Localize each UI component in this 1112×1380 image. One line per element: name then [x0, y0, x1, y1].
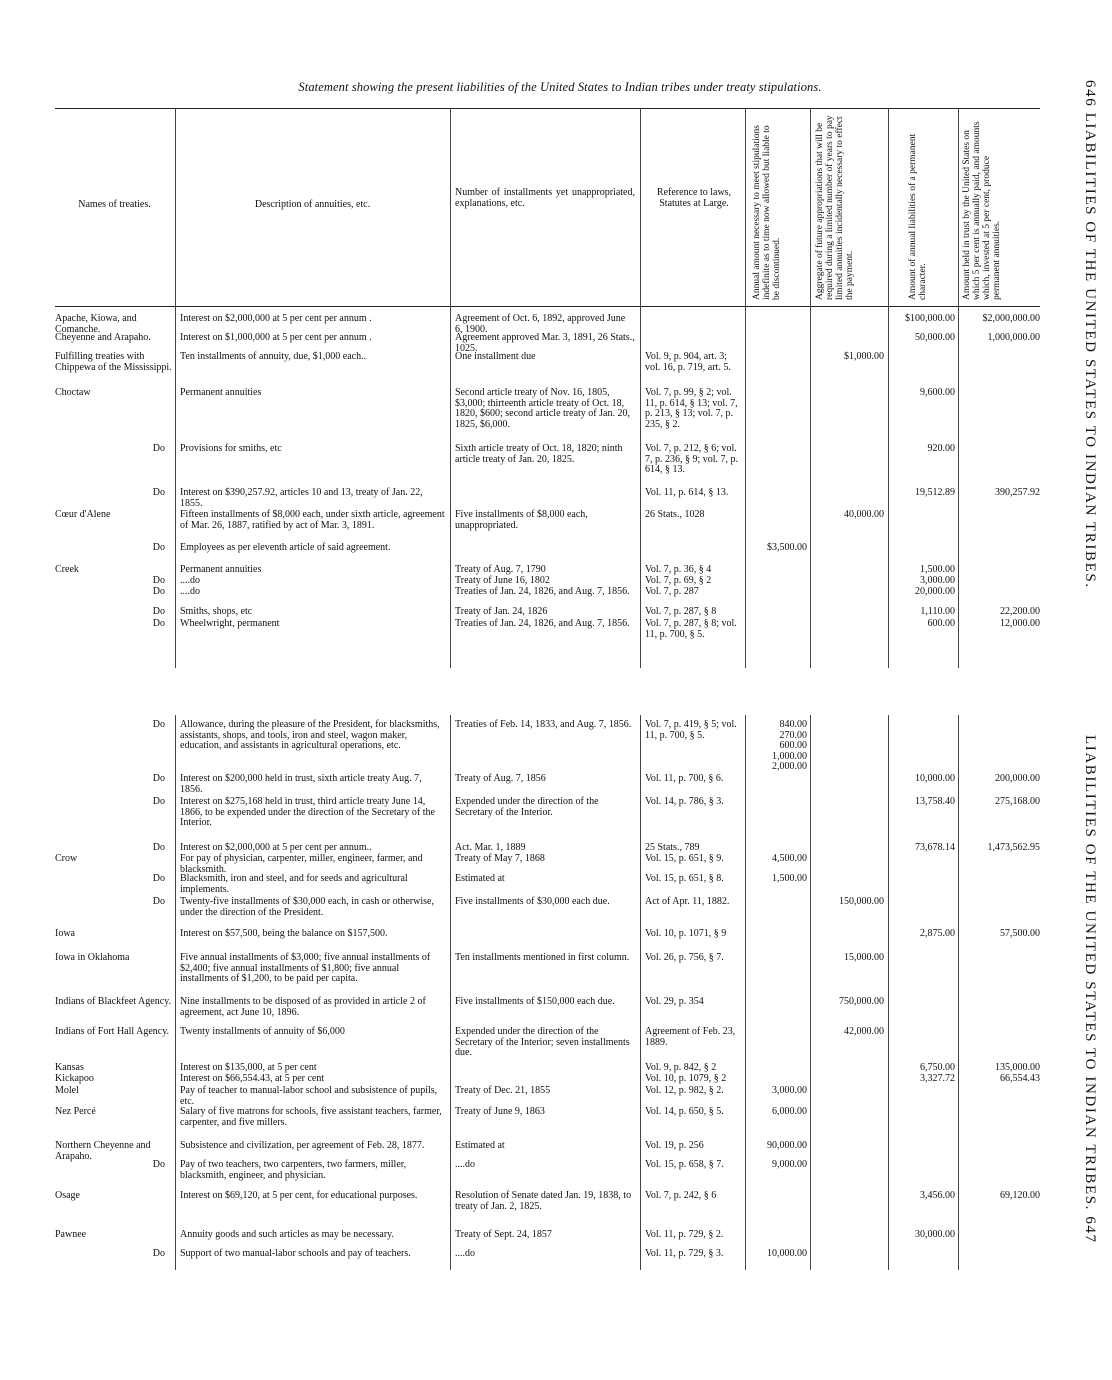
row-installments-cell: Agreement approved Mar. 3, 1891, 26 Stats., 1025.	[455, 332, 635, 354]
col-rule	[810, 715, 811, 1270]
row-installments-cell: ....do	[455, 1248, 475, 1259]
col-rule	[450, 108, 451, 668]
row-installments-cell: Treaty of Aug. 7, 1790	[455, 564, 546, 575]
row-name-cell: Iowa	[55, 928, 75, 939]
row-reference-cell: Vol. 9, p. 904, art. 3; vol. 16, p. 719, art. 5.	[645, 351, 731, 373]
row-description-cell: Support of two manual-labor schools and pay of teachers.	[180, 1248, 411, 1259]
row-aggregate-future-cell: 42,000.00	[844, 1026, 884, 1037]
row-reference-cell: Vol. 11, p. 614, § 13.	[645, 487, 729, 498]
row-description-cell: Fifteen installments of $8,000 each, under sixth article, agreement of Mar. 26, 1887, ratified by act of Mar. 3, 1891.	[180, 509, 445, 531]
running-head-top: 646 LIABILITIES OF THE UNITED STATES TO INDIAN TRIBES.	[1082, 80, 1098, 589]
header-reference: Reference to laws, Statutes at Large.	[656, 187, 732, 209]
header-installments: Number of installments yet unappropriated, explanations, etc.	[455, 187, 635, 209]
row-name-cell: Creek	[55, 564, 79, 575]
row-description-cell: Annuity goods and such articles as may be necessary.	[180, 1229, 395, 1240]
header-names: Names of treaties.	[78, 199, 151, 210]
row-held-in-trust-cell: $2,000,000.00	[982, 313, 1040, 324]
col-rule	[745, 108, 746, 668]
row-installments-cell: Second article treaty of Nov. 16, 1805, $3,000; thirteenth article treaty of Oct. 18, 1820, $600; second article treaty of Jan. 20, 1825, $6,000.	[455, 387, 630, 430]
row-annual-permanent-cell: 13,758.40	[915, 796, 955, 807]
row-annual-permanent-cell: 20,000.00	[915, 586, 955, 597]
row-annual-permanent-cell: 73,678.14	[915, 842, 955, 853]
col-rule	[175, 715, 176, 1270]
row-reference-cell: Vol. 7, p. 212, § 6; vol. 7, p. 236, § 9; vol. 7, p. 614, § 13.	[645, 443, 739, 475]
row-installments-cell: Resolution of Senate dated Jan. 19, 1838, to treaty of Jan. 2, 1825.	[455, 1190, 632, 1212]
row-aggregate-future-cell: 150,000.00	[839, 896, 884, 907]
row-installments-cell: Treaty of May 7, 1868	[455, 853, 545, 864]
row-name-cell: Do	[152, 842, 165, 853]
row-reference-cell: Vol. 14, p. 786, § 3.	[645, 796, 724, 807]
col-rule	[958, 715, 959, 1270]
row-description-cell: Interest on $390,257.92, articles 10 and 13, treaty of Jan. 22, 1855.	[180, 487, 423, 509]
row-annual-indefinite-cell: 1,500.00	[772, 873, 807, 884]
row-description-cell: Twenty-five installments of $30,000 each, in cash or otherwise, under the direction of the President.	[180, 896, 434, 918]
row-annual-permanent-cell: 9,600.00	[920, 387, 955, 398]
row-description-cell: Interest on $200,000 held in trust, sixth article treaty Aug. 7, 1856.	[180, 773, 422, 795]
row-description-cell: Interest on $135,000, at 5 per cent	[180, 1062, 317, 1073]
row-aggregate-future-cell: 40,000.00	[844, 509, 884, 520]
row-held-in-trust-cell: 200,000.00	[995, 773, 1040, 784]
row-name-cell: Osage	[55, 1190, 80, 1201]
row-held-in-trust-cell: 22,200.00	[1000, 606, 1040, 617]
row-description-cell: Employees as per eleventh article of said agreement.	[180, 542, 391, 553]
row-name-cell: Cœur d'Alene	[55, 509, 111, 520]
row-name-cell: Do	[152, 542, 165, 553]
row-annual-indefinite-cell: 10,000.00	[767, 1248, 807, 1259]
row-installments-cell: Treaty of Jan. 24, 1826	[455, 606, 548, 617]
row-annual-permanent-cell: 19,512.89	[915, 487, 955, 498]
row-installments-cell: Treaty of June 16, 1802	[455, 575, 550, 586]
row-reference-cell: Act of Apr. 11, 1882.	[645, 896, 730, 907]
row-annual-permanent-cell: 10,000.00	[915, 773, 955, 784]
row-description-cell: Twenty installments of annuity of $6,000	[180, 1026, 345, 1037]
row-description-cell: Subsistence and civilization, per agreement of Feb. 28, 1877.	[180, 1140, 425, 1151]
row-description-cell: Allowance, during the pleasure of the President, for blacksmiths, assistants, shops, and tools, iron and steel, wagon maker, education, and assistants in agricultural operations, etc.	[180, 719, 440, 751]
row-description-cell: Interest on $2,000,000 at 5 per cent per annum .	[180, 313, 372, 324]
row-reference-cell: Vol. 7, p. 287	[645, 586, 699, 597]
row-reference-cell: Vol. 9, p. 842, § 2	[645, 1062, 717, 1073]
row-reference-cell: Vol. 15, p. 651, § 8.	[645, 873, 724, 884]
row-reference-cell: 25 Stats., 789	[645, 842, 700, 853]
row-annual-permanent-cell: 1,500.00	[920, 564, 955, 575]
row-description-cell: Interest on $1,000,000 at 5 per cent per annum .	[180, 332, 372, 343]
row-installments-cell: Sixth article treaty of Oct. 18, 1820; ninth article treaty of Jan. 20, 1825.	[455, 443, 623, 465]
row-reference-cell: Vol. 7, p. 287, § 8; vol. 11, p. 700, § 5.	[645, 618, 737, 640]
row-installments-cell: ....do	[455, 1159, 475, 1170]
row-annual-indefinite-cell: 4,500.00	[772, 853, 807, 864]
row-annual-permanent-cell: 6,750.00	[920, 1062, 955, 1073]
col-rule	[640, 715, 641, 1270]
row-name-cell: Northern Cheyenne and Arapaho.	[55, 1140, 151, 1162]
row-description-cell: Ten installments of annuity, due, $1,000 each..	[180, 351, 367, 362]
row-aggregate-future-cell: 750,000.00	[839, 996, 884, 1007]
row-reference-cell: Vol. 7, p. 36, § 4	[645, 564, 712, 575]
col-rule	[810, 108, 811, 668]
col-rule	[888, 108, 889, 668]
row-aggregate-future-cell: $1,000.00	[844, 351, 884, 362]
row-reference-cell: Vol. 15, p. 658, § 7.	[645, 1159, 724, 1170]
row-name-cell: Nez Percé	[55, 1106, 96, 1117]
row-name-cell: Molel	[55, 1085, 79, 1096]
row-annual-permanent-cell: 2,875.00	[920, 928, 955, 939]
row-description-cell: Interest on $275,168 held in trust, third article treaty June 14, 1866, to be expended under the direction of the Secretary of the Interior.	[180, 796, 435, 828]
row-installments-cell: Expended under the direction of the Secretary of the Interior.	[455, 796, 599, 818]
header-description: Description of annuities, etc.	[254, 199, 371, 210]
row-description-cell: Interest on $66,554.43, at 5 per cent	[180, 1073, 325, 1084]
row-installments-cell: Treaties of Feb. 14, 1833, and Aug. 7, 1856.	[455, 719, 632, 730]
row-description-cell: Permanent annuities	[180, 564, 262, 575]
row-annual-indefinite-cell: 3,000.00	[772, 1085, 807, 1096]
row-description-cell: Blacksmith, iron and steel, and for seeds and agricultural implements.	[180, 873, 408, 895]
row-installments-cell: Estimated at	[455, 873, 505, 884]
row-reference-cell: Vol. 11, p. 700, § 6.	[645, 773, 724, 784]
row-installments-cell: Agreement of Oct. 6, 1892, approved June 6, 1900.	[455, 313, 626, 335]
row-installments-cell: Treaty of Sept. 24, 1857	[455, 1229, 552, 1240]
row-reference-cell: Vol. 12, p. 982, § 2.	[645, 1085, 724, 1096]
row-description-cell: Pay of teacher to manual-labor school and subsistence of pupils, etc.	[180, 1085, 438, 1107]
header-annual-indefinite: Annual amount necessary to meet stipulations indefinite as to time now allowed but liable to be discontinued.	[752, 125, 782, 300]
row-description-cell: Interest on $2,000,000 at 5 per cent per annum..	[180, 842, 372, 853]
row-reference-cell: Agreement of Feb. 23, 1889.	[645, 1026, 736, 1048]
row-name-cell: Pawnee	[55, 1229, 87, 1240]
row-name-cell: Do	[152, 575, 165, 586]
row-annual-permanent-cell: 3,000.00	[920, 575, 955, 586]
row-description-cell: Five annual installments of $3,000; five annual installments of $2,400; five annual installments of $1,800; five annual installments of $1,200, to be paid per capita.	[180, 952, 431, 984]
row-name-cell: Do	[152, 586, 165, 597]
row-reference-cell: Vol. 11, p. 729, § 3.	[645, 1248, 724, 1259]
row-installments-cell: Treaty of June 9, 1863	[455, 1106, 545, 1117]
row-description-cell: ....do	[180, 586, 200, 597]
page-title: Statement showing the present liabilities of the United States to Indian tribes under treaty stipulations.	[298, 80, 822, 94]
row-name-cell: Apache, Kiowa, and Comanche.	[55, 313, 137, 335]
row-description-cell: Provisions for smiths, etc	[180, 443, 282, 454]
row-name-cell: Do	[152, 1248, 165, 1259]
row-installments-cell: Act. Mar. 1, 1889	[455, 842, 526, 853]
row-name-cell: Do	[152, 618, 165, 629]
row-installments-cell: One installment due	[455, 351, 536, 362]
row-name-cell: Do	[152, 1159, 165, 1170]
row-aggregate-future-cell: 15,000.00	[844, 952, 884, 963]
row-reference-cell: Vol. 7, p. 287, § 8	[645, 606, 717, 617]
row-name-cell: Indians of Fort Hall Agency.	[55, 1026, 170, 1037]
row-description-cell: Interest on $69,120, at 5 per cent, for educational purposes.	[180, 1190, 418, 1201]
row-description-cell: ....do	[180, 575, 200, 586]
row-annual-permanent-cell: 600.00	[927, 618, 955, 629]
col-rule	[450, 715, 451, 1270]
row-installments-cell: Five installments of $150,000 each due.	[455, 996, 615, 1007]
row-reference-cell: Vol. 11, p. 729, § 2.	[645, 1229, 724, 1240]
row-annual-permanent-cell: $100,000.00	[905, 313, 955, 324]
row-reference-cell: Vol. 7, p. 419, § 5; vol. 11, p. 700, § 5.	[645, 719, 737, 741]
row-description-cell: Interest on $57,500, being the balance on $157,500.	[180, 928, 388, 939]
row-name-cell: Do	[152, 796, 165, 807]
col-rule	[745, 715, 746, 1270]
header-annual-permanent: Amount of annual liabilities of a permanent character.	[908, 133, 928, 300]
row-description-cell: Smiths, shops, etc	[180, 606, 253, 617]
row-held-in-trust-cell: 69,120.00	[1000, 1190, 1040, 1201]
row-reference-cell: Vol. 7, p. 242, § 6	[645, 1190, 717, 1201]
row-annual-permanent-cell: 1,110.00	[920, 606, 955, 617]
row-reference-cell: Vol. 7, p. 99, § 2; vol. 11, p. 614, § 13; vol. 7, p. 213, § 13; vol. 7, p. 235, § 2.	[645, 387, 738, 430]
row-name-cell: Crow	[55, 853, 78, 864]
row-reference-cell: Vol. 10, p. 1079, § 2	[645, 1073, 727, 1084]
row-name-cell: Indians of Blackfeet Agency.	[55, 996, 171, 1007]
row-installments-cell: Treaties of Jan. 24, 1826, and Aug. 7, 1856.	[455, 586, 630, 597]
row-description-cell: For pay of physician, carpenter, miller, engineer, farmer, and blacksmith.	[180, 853, 423, 875]
row-annual-indefinite-cell: 840.00 270.00 600.00 1,000.00 2,000.00	[772, 719, 807, 772]
row-name-cell: Do	[152, 773, 165, 784]
row-annual-permanent-cell: 50,000.00	[915, 332, 955, 343]
row-installments-cell: Estimated at	[455, 1140, 505, 1151]
row-description-cell: Permanent annuities	[180, 387, 262, 398]
row-reference-cell: Vol. 15, p. 651, § 9.	[645, 853, 724, 864]
row-description-cell: Pay of two teachers, two carpenters, two farmers, miller, blacksmith, engineer, and physician.	[180, 1159, 407, 1181]
col-rule	[958, 108, 959, 668]
row-held-in-trust-cell: 66,554.43	[1000, 1073, 1040, 1084]
row-reference-cell: Vol. 19, p. 256	[645, 1140, 704, 1151]
row-held-in-trust-cell: 1,000,000.00	[987, 332, 1040, 343]
row-installments-cell: Treaties of Jan. 24, 1826, and Aug. 7, 1856.	[455, 618, 630, 629]
row-annual-permanent-cell: 3,456.00	[920, 1190, 955, 1201]
header-top-rule	[55, 108, 1040, 109]
header-bottom-rule	[55, 306, 1040, 307]
row-name-cell: Do	[152, 443, 165, 454]
row-name-cell: Do	[152, 719, 165, 730]
header-aggregate-future: Aggregate of future appropriations that will be required during a limited number of years to pay limited annuities incidentally necessary to effect the payment.	[815, 115, 855, 300]
row-installments-cell: Five installments of $30,000 each due.	[455, 896, 610, 907]
row-name-cell: Do	[152, 606, 165, 617]
row-installments-cell: Treaty of Dec. 21, 1855	[455, 1085, 551, 1096]
col-rule	[175, 108, 176, 668]
row-name-cell: Kickapoo	[55, 1073, 94, 1084]
row-name-cell: Fulfilling treaties with Chippewa of the Mississippi.	[55, 351, 172, 373]
row-reference-cell: Vol. 14, p. 650, § 5.	[645, 1106, 724, 1117]
row-name-cell: Iowa in Oklahoma	[55, 952, 130, 963]
row-reference-cell: Vol. 26, p. 756, § 7.	[645, 952, 724, 963]
row-held-in-trust-cell: 390,257.92	[995, 487, 1040, 498]
row-annual-indefinite-cell: 9,000.00	[772, 1159, 807, 1170]
row-name-cell: Do	[152, 896, 165, 907]
row-name-cell: Do	[152, 487, 165, 498]
row-description-cell: Wheelwright, permanent	[180, 618, 280, 629]
row-annual-permanent-cell: 3,327.72	[920, 1073, 955, 1084]
row-reference-cell: 26 Stats., 1028	[645, 509, 705, 520]
row-annual-indefinite-cell: 90,000.00	[767, 1140, 807, 1151]
row-held-in-trust-cell: 57,500.00	[1000, 928, 1040, 939]
running-head-bottom: LIABILITIES OF THE UNITED STATES TO INDIAN TRIBES. 647	[1082, 735, 1098, 1244]
col-rule	[888, 715, 889, 1270]
row-name-cell: Do	[152, 873, 165, 884]
row-name-cell: Kansas	[55, 1062, 84, 1073]
row-held-in-trust-cell: 12,000.00	[1000, 618, 1040, 629]
header-held-in-trust: Amount held in trust by the United States on which 5 per cent is annually paid, and amounts which, invested at 5 per cent, produce permanent annuities.	[962, 121, 1002, 300]
row-held-in-trust-cell: 275,168.00	[995, 796, 1040, 807]
row-installments-cell: Expended under the direction of the Secretary of the Interior; seven installments due.	[455, 1026, 630, 1058]
row-annual-permanent-cell: 30,000.00	[915, 1229, 955, 1240]
col-rule	[640, 108, 641, 668]
row-annual-indefinite-cell: 6,000.00	[772, 1106, 807, 1117]
row-held-in-trust-cell: 1,473,562.95	[987, 842, 1040, 853]
row-reference-cell: Vol. 10, p. 1071, § 9	[645, 928, 727, 939]
row-installments-cell: Ten installments mentioned in first column.	[455, 952, 630, 963]
row-reference-cell: Vol. 7, p. 69, § 2	[645, 575, 712, 586]
row-name-cell: Choctaw	[55, 387, 91, 398]
row-description-cell: Salary of five matrons for schools, five assistant teachers, farmer, carpenter, and five millers.	[180, 1106, 442, 1128]
row-held-in-trust-cell: 135,000.00	[995, 1062, 1040, 1073]
row-installments-cell: Treaty of Aug. 7, 1856	[455, 773, 546, 784]
row-installments-cell: Five installments of $8,000 each, unappropriated.	[455, 509, 588, 531]
row-annual-indefinite-cell: $3,500.00	[767, 542, 807, 553]
row-description-cell: Nine installments to be disposed of as provided in article 2 of agreement, act June 10, 1896.	[180, 996, 426, 1018]
row-name-cell: Cheyenne and Arapaho.	[55, 332, 151, 343]
row-annual-permanent-cell: 920.00	[927, 443, 955, 454]
row-reference-cell: Vol. 29, p. 354	[645, 996, 704, 1007]
